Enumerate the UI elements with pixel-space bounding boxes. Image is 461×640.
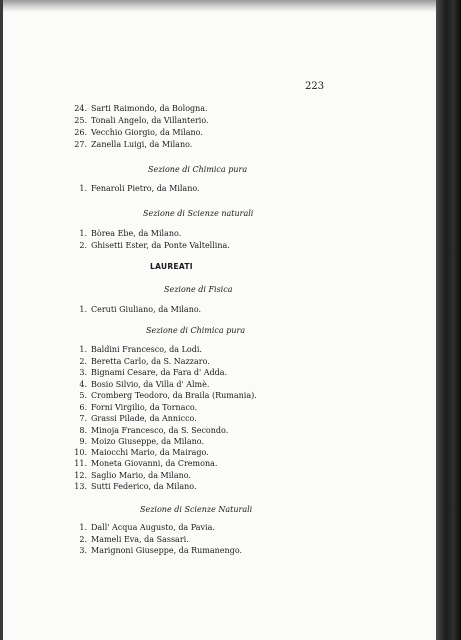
item-number: 5. — [79, 391, 87, 400]
item-text: Minoja Francesco, da S. Secondo. — [91, 426, 229, 435]
item-text: Baldini Francesco, da Lodi. — [91, 345, 202, 354]
item-text: Vecchio Giorgio, da Milano. — [91, 128, 203, 137]
item-number: 10. — [74, 448, 87, 457]
section-heading: Sezione di Chimica pura — [148, 165, 248, 174]
item-text: Ghisetti Ester, da Ponte Valtellina. — [91, 241, 230, 250]
item-number: 4. — [79, 380, 87, 389]
item-text: Bosio Silvio, da Villa d' Almè. — [91, 380, 210, 389]
list-item — [70, 523, 215, 533]
item-text: Bignami Cesare, da Fara d' Adda. — [91, 368, 228, 377]
section-heading: Sezione di Scienze naturali — [143, 209, 254, 218]
list-item — [70, 229, 181, 239]
item-text: Zanella Luigi, da Milano. — [91, 140, 193, 149]
item-text: Fenaroli Pietro, da Milano. — [91, 184, 200, 193]
list-item — [70, 426, 228, 436]
list-item — [70, 403, 197, 413]
section-heading: Sezione di Fisica — [164, 285, 233, 294]
item-number: 2. — [79, 241, 87, 250]
list-item — [70, 116, 209, 126]
list-item — [70, 391, 257, 401]
list-item — [70, 535, 189, 545]
item-number: 27. — [74, 140, 87, 149]
item-text: Grassi Pilade, da Annicco. — [91, 414, 197, 423]
item-text: Bòrea Ebe, da Milano. — [91, 229, 182, 238]
list-item — [70, 459, 217, 469]
item-text: Moizo Giuseppe, da Milano. — [91, 437, 205, 446]
item-text: Beretta Carlo, da S. Nazzaro. — [91, 357, 210, 366]
item-number: 2. — [79, 535, 87, 544]
item-number: 1. — [79, 184, 87, 193]
list-item — [70, 184, 200, 194]
item-text: Saglio Mario, da Milano. — [91, 471, 191, 480]
item-number: 6. — [79, 403, 87, 412]
item-text: Sutti Federico, da Milano. — [91, 482, 197, 491]
item-text: Marignoni Giuseppe, da Rumanengo. — [91, 546, 243, 555]
page-number: 223 — [305, 81, 325, 92]
item-text: Forni Virgilio, da Tornaco. — [91, 403, 198, 412]
list-item — [70, 546, 242, 556]
item-number: 1. — [79, 523, 87, 532]
list-item — [70, 104, 208, 114]
section-heading: Sezione di Scienze Naturali — [140, 505, 253, 514]
item-number: 2. — [79, 357, 87, 366]
item-number: 1. — [79, 345, 87, 354]
item-number: 11. — [74, 459, 87, 468]
item-text: Ceruti Giuliano, da Milano. — [91, 305, 202, 314]
list-item — [70, 345, 202, 355]
item-text: Cromberg Teodoro, da Braila (Rumania). — [91, 391, 257, 400]
item-number: 3. — [79, 368, 87, 377]
item-number: 7. — [79, 414, 87, 423]
item-text: Maiocchi Mario, da Mairago. — [91, 448, 209, 457]
laureati-heading: LAUREATI — [150, 262, 193, 271]
item-number: 8. — [79, 426, 87, 435]
item-text: Moneta Giovanni, da Cremona. — [91, 459, 218, 468]
item-number: 24. — [74, 104, 87, 113]
list-item — [70, 471, 191, 481]
item-number: 1. — [79, 305, 87, 314]
book-binding — [436, 0, 461, 640]
item-number: 26. — [74, 128, 87, 137]
list-item — [70, 482, 197, 492]
scan-top-edge — [0, 0, 436, 12]
item-text: Sarti Raimondo, da Bologna. — [91, 104, 208, 113]
item-text: Mameli Eva, da Sassari. — [91, 535, 189, 544]
section-heading: Sezione di Chimica pura — [146, 326, 246, 335]
list-item — [70, 437, 204, 447]
item-number: 3. — [79, 546, 87, 555]
item-number: 1. — [79, 229, 87, 238]
list-item — [70, 128, 203, 138]
list-item — [70, 380, 209, 390]
item-number: 13. — [74, 482, 87, 491]
item-text: Tonali Angelo, da Villanterio. — [91, 116, 209, 125]
item-number: 25. — [74, 116, 87, 125]
list-item — [70, 448, 209, 458]
item-number: 12. — [74, 471, 87, 480]
item-number: 9. — [79, 437, 87, 446]
list-item — [70, 357, 210, 367]
list-item — [70, 241, 230, 251]
list-item — [70, 305, 201, 315]
list-item — [70, 368, 227, 378]
item-text: Dall' Acqua Augusto, da Pavia. — [91, 523, 215, 532]
list-item — [70, 140, 192, 150]
scan-left-edge — [0, 0, 3, 640]
list-item — [70, 414, 197, 424]
